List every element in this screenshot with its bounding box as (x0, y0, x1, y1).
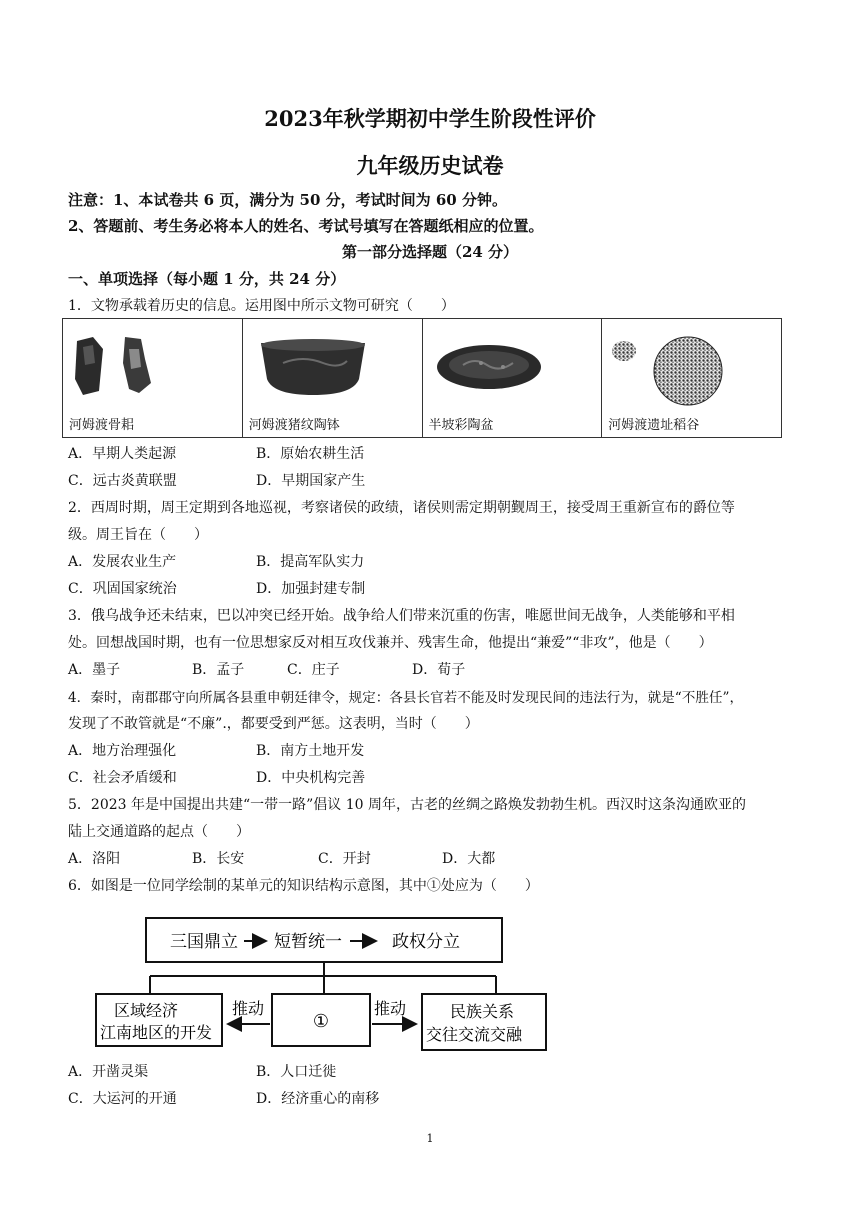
diagram-right-label-1: 民族关系 (450, 1002, 515, 1021)
page-number: 1 (426, 1132, 434, 1145)
part-heading: 第一部分选择题（24 分） (341, 243, 519, 261)
note-line-2: 2、答题前、考生务必将本人的姓名、考试号填写在答题纸相应的位置。 (68, 217, 544, 235)
q6-option-a: A．开凿灵渠 (68, 1064, 149, 1080)
q5-option-d: D．大都 (442, 851, 496, 867)
relic-cell-bone-spade (63, 319, 243, 438)
q2-option-b: B．提高军队实力 (256, 554, 365, 570)
q6-option-b: B．人口迁徙 (256, 1064, 337, 1080)
q4-stem-line-1: 4．秦时，南郡郡守向所属各县重申朝廷律令，规定：各县长官若不能及时发现民间的违法行为，就是“不胜任”， (68, 690, 744, 706)
q3-option-b: B．孟子 (192, 662, 245, 678)
pottery-bowl-image (243, 319, 423, 414)
diagram-left-label-2: 江南地区的开发 (100, 1023, 213, 1042)
q3-stem-line-2: 处。回想战国时期，也有一位思想家反对相互攻伐兼并、残害生命，他提出“兼爱”“非攻”，他是（ ） (68, 635, 713, 651)
relic-table (62, 318, 782, 438)
q2-stem-line-2: 级。周王旨在（ ） (68, 527, 208, 543)
bone-spade-image (63, 319, 243, 414)
relic-cell-rice-grains (602, 319, 782, 438)
diagram-center-label: ① (312, 1011, 330, 1032)
q3-stem-line-1: 3．俄乌战争还未结束，巴以冲突已经开始。战争给人们带来沉重的伤害，唯愿世间无战争，人类能够和平相 (68, 608, 735, 624)
q4-stem-line-2: 发现了不敢管就是“不廉”.，都要受到严惩。这表明，当时（ ） (68, 716, 479, 732)
relic-cell-painted-basin (422, 319, 602, 438)
q3-option-c: C．庄子 (287, 662, 340, 678)
q4-option-d: D．中央机构完善 (256, 770, 366, 786)
q5-option-a: A．洛阳 (68, 851, 121, 867)
painted-basin-image (423, 319, 603, 414)
note-line-1: 注意：1、本试卷共 6 页，满分为 50 分，考试时间为 60 分钟。 (68, 191, 507, 209)
q6-option-c: C．大运河的开通 (68, 1091, 177, 1107)
q1-stem: 1．文物承载着历史的信息。运用图中所示文物可研究（ ） (68, 298, 455, 314)
exam-title: 2023年秋学期初中学生阶段性评价 (264, 106, 596, 131)
diagram-top-label-1: 三国鼎立 (170, 932, 238, 952)
q1-option-c: C．远古炎黄联盟 (68, 473, 177, 489)
q2-option-d: D．加强封建专制 (256, 581, 366, 597)
knowledge-structure-diagram (88, 902, 558, 1054)
section-heading: 一、单项选择（每小题 1 分，共 24 分） (68, 270, 346, 288)
q5-option-c: C．开封 (318, 851, 371, 867)
q2-stem-line-1: 2．西周时期，周王定期到各地巡视，考察诸侯的政绩，诸侯则需定期朝觐周王，接受周王重新宣布的爵位等 (68, 500, 735, 516)
diagram-top-label-3: 政权分立 (392, 932, 460, 952)
q2-option-a: A．发展农业生产 (68, 554, 177, 570)
diagram-top-label-2: 短暂统一 (274, 932, 342, 952)
q3-option-a: A．墨子 (68, 662, 121, 678)
q5-stem-line-2: 陆上交通道路的起点（ ） (68, 824, 250, 840)
diagram-push-right-label: 推动 (374, 999, 407, 1018)
rice-grains-image (602, 319, 782, 414)
q4-option-a: A．地方治理强化 (68, 743, 177, 759)
q2-option-c: C．巩固国家统治 (68, 581, 177, 597)
q4-option-c: C．社会矛盾缓和 (68, 770, 177, 786)
relic-caption: 半坡彩陶盆 (428, 418, 494, 433)
diagram-left-label-1: 区域经济 (114, 1001, 179, 1020)
q6-option-d: D．经济重心的南移 (256, 1091, 380, 1107)
relic-caption: 河姆渡骨耜 (69, 418, 135, 433)
relic-cell-pottery-bowl (242, 319, 422, 438)
q5-option-b: B．长安 (192, 851, 245, 867)
diagram-right-label-2: 交往交流交融 (426, 1025, 523, 1044)
diagram-push-left-label: 推动 (232, 999, 265, 1018)
q3-option-d: D．荀子 (412, 662, 466, 678)
q1-option-d: D．早期国家产生 (256, 473, 366, 489)
q6-stem: 6．如图是一位同学绘制的某单元的知识结构示意图，其中①处应为（ ） (68, 878, 539, 894)
q4-option-b: B．南方土地开发 (256, 743, 365, 759)
relic-caption: 河姆渡猪纹陶钵 (248, 418, 340, 433)
q5-stem-line-1: 5．2023 年是中国提出共建“一带一路”倡议 10 周年，古老的丝绸之路焕发勃勃生机。西汉时这条沟通欧亚的 (68, 797, 747, 813)
exam-subtitle: 九年级历史试卷 (356, 153, 504, 178)
q1-option-a: A．早期人类起源 (68, 446, 177, 462)
relic-caption: 河姆渡遗址稻谷 (608, 418, 700, 433)
q1-option-b: B．原始农耕生活 (256, 446, 365, 462)
